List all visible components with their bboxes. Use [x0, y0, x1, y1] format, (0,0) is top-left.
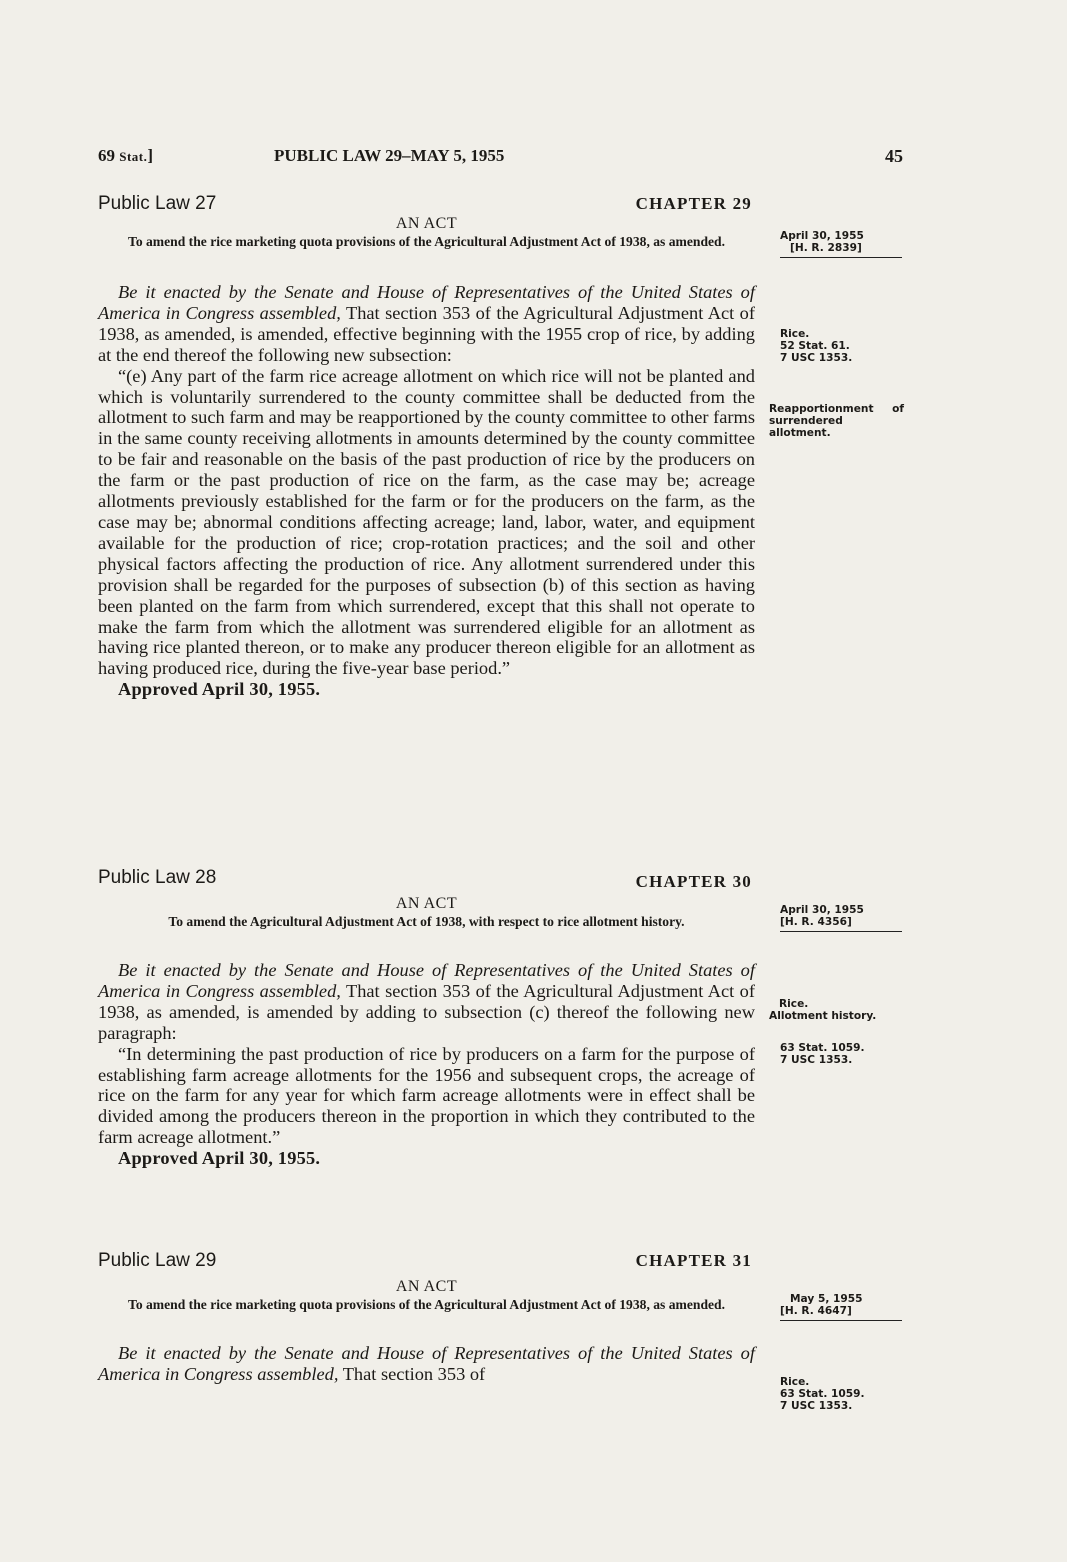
page-number: 45: [885, 146, 903, 166]
an-act-heading: AN ACT: [395, 215, 458, 232]
running-title: PUBLIC LAW 29–MAY 5, 1955: [274, 146, 505, 165]
enacting-clause: Be it enacted by the Senate and House of Representatives of the United States of America in Congress assembled,: [98, 1343, 755, 1384]
act-body: [98, 282, 755, 679]
an-act-heading: AN ACT: [395, 1278, 458, 1295]
an-act-heading: AN ACT: [395, 895, 458, 912]
act-body: [98, 960, 755, 1148]
side-note-date-bill: April 30, 1955 [H. R. 2839]: [780, 231, 902, 258]
chapter-number: CHAPTER 30: [635, 872, 752, 891]
side-note-topic: Rice. Allotment history.: [769, 998, 877, 1022]
act-title: To amend the rice marketing quota provisions of the Agricultural Adjustment Act of 1938, as amended.: [128, 234, 725, 249]
body-paragraph: “(e) Any part of the farm rice acreage allotment on which rice will not be planted and which is voluntarily surrendered to the county committee shall be deducted from the allotment to such farm and may be reapportioned by the county committee to other farms in the same county receiving allotments in amounts determined by the county committee to be fair and reasonable on the basis of the past production of rice by the producers on the farm or the past production of rice on the farm, as the case may be; acreage allotments previously established for the farm or for the producers on the farm, as the case may be; abnormal conditions affecting acreage; land, labor, water, and equipment available for the production of rice; crop-rotation practices; and the soil and other physical factors affecting the production of rice. Any allotment surrendered under this provision shall be regarded for the purposes of subsection (b) of this section as having been planted on the farm from which surrendered, except that this shall not operate to make the farm from which the allotment was surrendered eligible for an allotment as having rice planted thereon, or to make any producer thereon eligible for an allotment as having produced rice, during the five-year base period.”: [98, 365, 755, 679]
side-note-date-bill: April 30, 1955 [H. R. 4356]: [780, 905, 902, 932]
public-law-29: [98, 1250, 755, 1385]
volume-citation: 69 Stat.]: [98, 146, 154, 165]
side-note-citation: Rice. 63 Stat. 1059. 7 USC 1353.: [780, 1376, 865, 1412]
enacting-paragraph: Be it enacted by the Senate and House of Representatives of the United States of America in Congress assembled, That section 353 of the Agricultural Adjustment Act of 1938, as amended, is amended, effective beginning with the 1955 crop of rice, by adding at the end thereof the following new subsection:: [98, 282, 755, 365]
act-body: [98, 1343, 755, 1385]
chapter-number: CHAPTER 31: [635, 1251, 752, 1270]
act-title: To amend the rice marketing quota provisions of the Agricultural Adjustment Act of 1938, as amended.: [128, 1297, 725, 1312]
side-note-date-bill: May 5, 1955 [H. R. 4647]: [780, 1294, 902, 1321]
approval-line: Approved April 30, 1955.: [118, 1148, 321, 1169]
public-law-number: Public Law 27: [98, 193, 217, 214]
running-header: [98, 146, 903, 170]
act-title: To amend the Agricultural Adjustment Act of 1938, with respect to rice allotment history.: [168, 914, 685, 929]
enacting-clause: Be it enacted by the Senate and House of Representatives of the United States of America in Congress assembled,: [98, 282, 755, 323]
public-law-27: [98, 193, 755, 700]
enacting-paragraph: Be it enacted by the Senate and House of Representatives of the United States of America in Congress assembled, That section 353 of: [98, 1343, 755, 1384]
side-note-citation: Rice. 52 Stat. 61. 7 USC 1353.: [780, 328, 853, 364]
side-note-topic: Reapportionment of surrendered allotment.: [769, 403, 904, 439]
enacting-clause: Be it enacted by the Senate and House of Representatives of the United States of America in Congress assembled,: [98, 960, 755, 1001]
side-note-citation: 63 Stat. 1059. 7 USC 1353.: [780, 1042, 865, 1066]
approval-line: Approved April 30, 1955.: [118, 679, 321, 700]
body-paragraph: “In determining the past production of rice by producers on a farm for the purpose of establishing farm acreage allotments for the 1956 and subsequent crops, the acreage of rice on the farm for any year for which farm acreage allotments were in effect shall be divided among the producers thereon in the proportion in which they contributed to the farm acreage allotment.”: [98, 1043, 755, 1148]
enacting-paragraph: Be it enacted by the Senate and House of Representatives of the United States of America in Congress assembled, That section 353 of the Agricultural Adjustment Act of 1938, as amended, is amended by adding to subsection (c) thereof the following new paragraph:: [98, 960, 755, 1043]
public-law-28: [98, 867, 755, 1169]
public-law-number: Public Law 28: [98, 867, 217, 888]
chapter-number: CHAPTER 29: [635, 194, 752, 213]
public-law-number: Public Law 29: [98, 1250, 217, 1271]
